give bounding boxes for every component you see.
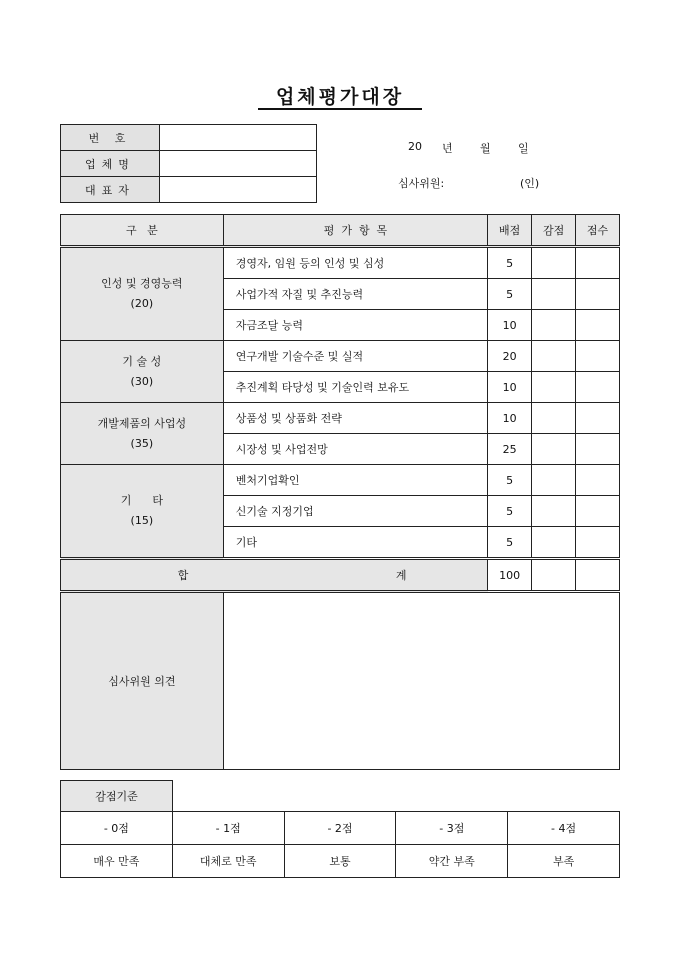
reviewer-label: 심사위원: <box>398 177 445 190</box>
item-cell: 벤처기업확인 <box>223 465 488 496</box>
criteria-point: - 3점 <box>396 812 508 845</box>
item-cell: 연구개발 기술수준 및 실적 <box>223 341 488 372</box>
category-weight: (15) <box>130 514 154 527</box>
total-score-cell: 100 <box>488 559 532 592</box>
max-score-cell: 5 <box>488 247 532 279</box>
total-label-a: 합 <box>177 569 189 582</box>
item-cell: 시장성 및 사업전망 <box>223 434 488 465</box>
score-cell[interactable] <box>576 341 620 372</box>
info-value-company[interactable] <box>160 151 317 177</box>
score-cell[interactable] <box>576 247 620 279</box>
score-cell[interactable] <box>576 279 620 310</box>
total-row <box>61 559 620 592</box>
header-deduction: 감점 <box>532 215 576 247</box>
item-cell: 추진계획 타당성 및 기술인력 보유도 <box>223 372 488 403</box>
category-cell <box>61 465 224 559</box>
category-weight: (35) <box>130 436 154 450</box>
table-row <box>61 403 620 434</box>
criteria-point: - 2점 <box>284 812 396 845</box>
company-info-table <box>60 124 317 203</box>
reviewer-seal: (인) <box>520 177 540 190</box>
table-row <box>61 341 620 372</box>
max-score-cell: 5 <box>488 465 532 496</box>
header-max-score: 배점 <box>488 215 532 247</box>
max-score-cell: 5 <box>488 496 532 527</box>
deduction-cell[interactable] <box>532 247 576 279</box>
item-cell: 기타 <box>223 527 488 559</box>
date-year-label: 년 <box>442 142 453 155</box>
criteria-level: 부족 <box>508 845 620 878</box>
criteria-level: 대체로 만족 <box>172 845 284 878</box>
date-month-label: 월 <box>480 142 491 155</box>
evaluation-table <box>60 214 620 770</box>
category-weight: (30) <box>130 374 154 388</box>
deduction-cell[interactable] <box>532 434 576 465</box>
item-cell: 경영자, 임원 등의 인성 및 심성 <box>223 247 488 279</box>
max-score-cell: 10 <box>488 310 532 341</box>
opinion-field[interactable] <box>223 592 619 770</box>
max-score-cell: 10 <box>488 403 532 434</box>
criteria-level: 약간 부족 <box>396 845 508 878</box>
table-row <box>61 465 620 496</box>
item-cell: 상품성 및 상품화 전략 <box>223 403 488 434</box>
info-label: 대표자 <box>61 177 160 203</box>
category-name: 인성 및 경영능력 <box>101 277 183 290</box>
max-score-cell: 10 <box>488 372 532 403</box>
deduction-cell[interactable] <box>532 465 576 496</box>
score-cell[interactable] <box>576 496 620 527</box>
score-cell[interactable] <box>576 310 620 341</box>
total-score-input-cell[interactable] <box>576 559 620 592</box>
date-year-prefix: 20 <box>408 140 422 153</box>
criteria-point: - 4점 <box>508 812 620 845</box>
max-score-cell: 5 <box>488 279 532 310</box>
item-cell: 사업가적 자질 및 추진능력 <box>223 279 488 310</box>
score-cell[interactable] <box>576 372 620 403</box>
item-cell: 신기술 지정기업 <box>223 496 488 527</box>
criteria-points-row <box>61 812 620 845</box>
info-row <box>61 125 317 151</box>
category-name: 개발제품의 사업성 <box>97 416 187 430</box>
criteria-level: 매우 만족 <box>61 845 173 878</box>
score-cell[interactable] <box>576 403 620 434</box>
header-row <box>61 215 620 247</box>
info-row <box>61 177 317 203</box>
criteria-label-table <box>60 780 173 812</box>
category-cell <box>61 341 224 403</box>
opinion-label: 심사위원 의견 <box>61 592 224 770</box>
criteria-point: - 0점 <box>61 812 173 845</box>
category-weight: (20) <box>130 297 154 310</box>
score-cell[interactable] <box>576 527 620 559</box>
score-cell[interactable] <box>576 465 620 496</box>
table-row <box>61 247 620 279</box>
deduction-cell[interactable] <box>532 310 576 341</box>
criteria-table <box>60 811 620 878</box>
page-title: 업체평가대장 <box>275 86 405 108</box>
item-cell: 자금조달 능력 <box>223 310 488 341</box>
header-score: 점수 <box>576 215 620 247</box>
total-label-cell <box>61 559 488 592</box>
total-label-b: 계 <box>395 569 407 582</box>
opinion-row <box>61 592 620 770</box>
deduction-cell[interactable] <box>532 279 576 310</box>
header-item: 평 가 항 목 <box>223 215 488 247</box>
info-value-ceo[interactable] <box>160 177 317 203</box>
max-score-cell: 25 <box>488 434 532 465</box>
info-value-number[interactable] <box>160 125 317 151</box>
info-row <box>61 151 317 177</box>
category-name: 기 타 <box>120 494 163 507</box>
max-score-cell: 5 <box>488 527 532 559</box>
header-category: 구 분 <box>61 215 224 247</box>
deduction-cell[interactable] <box>532 372 576 403</box>
title-underline <box>258 108 422 110</box>
date-day-label: 일 <box>518 142 529 155</box>
deduction-cell[interactable] <box>532 341 576 372</box>
category-cell <box>61 403 224 465</box>
deduction-cell[interactable] <box>532 403 576 434</box>
info-label: 업체명 <box>61 151 160 177</box>
criteria-levels-row <box>61 845 620 878</box>
page-title-wrap <box>258 82 422 109</box>
category-cell <box>61 247 224 341</box>
score-cell[interactable] <box>576 434 620 465</box>
deduction-cell[interactable] <box>532 527 576 559</box>
criteria-label: 감점기준 <box>61 781 173 812</box>
deduction-cell[interactable] <box>532 496 576 527</box>
max-score-cell: 20 <box>488 341 532 372</box>
category-name: 기 술 성 <box>122 354 162 368</box>
criteria-point: - 1점 <box>172 812 284 845</box>
info-label: 번 호 <box>61 125 160 151</box>
criteria-level: 보통 <box>284 845 396 878</box>
total-deduction-cell[interactable] <box>532 559 576 592</box>
